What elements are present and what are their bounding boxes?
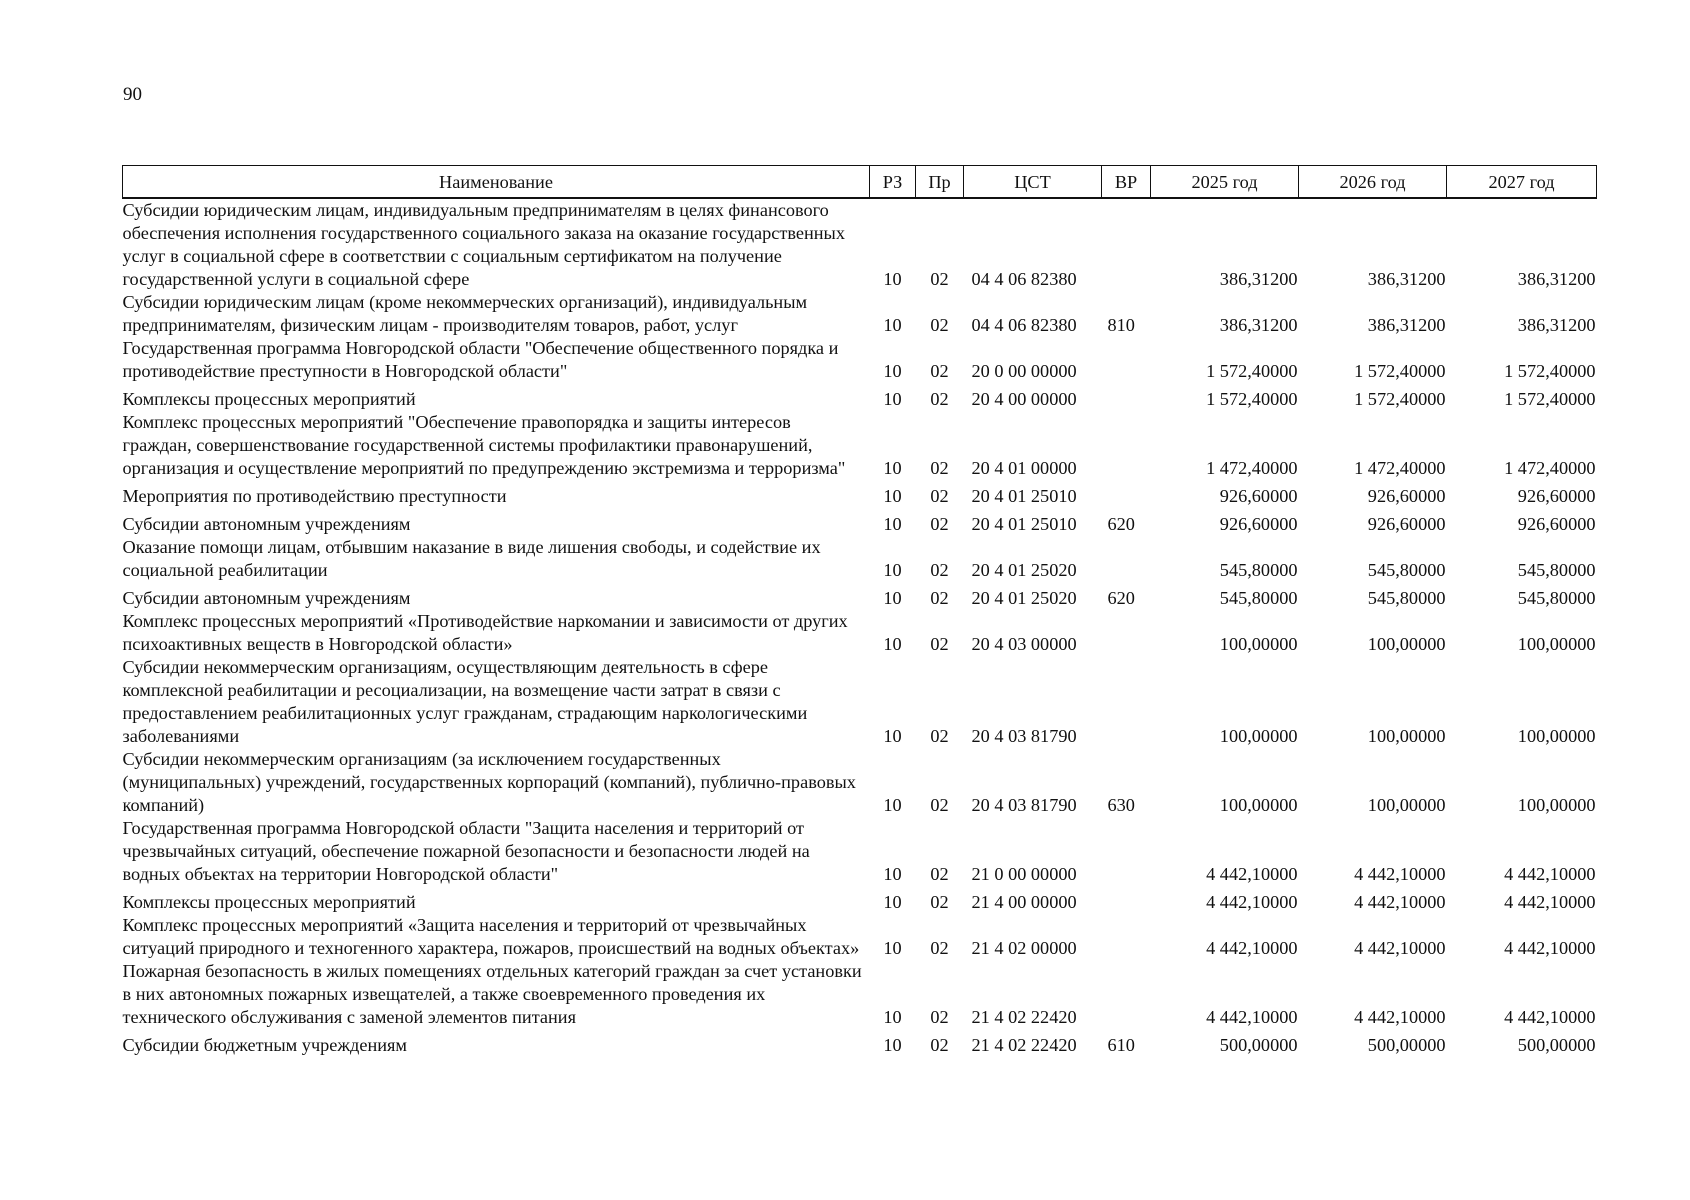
cell-rz: 10	[883, 588, 902, 608]
cell-vr: 620	[1107, 588, 1135, 608]
cell-rz: 10	[883, 514, 902, 534]
cell-y2026: 100,00000	[1367, 634, 1446, 654]
cell-name: Субсидии некоммерческим организациям (за исключением государственных (муниципальных) учреждений, государственных корпораций (компаний), публично-правовых компаний)	[122, 749, 856, 815]
cell-name: Комплексы процессных мероприятий	[122, 892, 416, 912]
cell-vr: 810	[1107, 315, 1135, 335]
cell-rz: 10	[883, 315, 902, 335]
cell-vr	[1102, 411, 1151, 480]
cell-rz: 10	[883, 795, 902, 815]
cell-y2025: 1 472,40000	[1206, 458, 1298, 478]
cell-y2027: 1 572,40000	[1504, 361, 1596, 381]
cell-name: Субсидии бюджетным учреждениям	[122, 1035, 407, 1055]
cell-pr: 02	[930, 486, 949, 506]
cell-rz: 10	[883, 726, 902, 746]
cell-cst: 20 4 01 25020	[971, 588, 1077, 608]
cell-cst: 21 4 02 22420	[971, 1007, 1077, 1027]
cell-name: Субсидии автономным учреждениям	[122, 588, 411, 608]
table-body	[123, 198, 1597, 1057]
cell-pr: 02	[930, 864, 949, 884]
table-row	[123, 960, 1597, 1029]
cell-vr: 630	[1107, 795, 1135, 815]
cell-y2025: 4 442,10000	[1206, 864, 1298, 884]
cell-vr	[1102, 198, 1151, 291]
table-row	[123, 480, 1597, 508]
table-row	[123, 198, 1597, 291]
cell-pr: 02	[930, 588, 949, 608]
cell-pr: 02	[930, 389, 949, 409]
cell-rz: 10	[883, 938, 902, 958]
table-row	[123, 383, 1597, 411]
cell-vr	[1102, 480, 1151, 508]
cell-y2027: 545,80000	[1517, 588, 1596, 608]
cell-cst: 20 4 03 00000	[971, 634, 1077, 654]
table-row	[123, 817, 1597, 886]
cell-name: Комплекс процессных мероприятий «Защита населения и территорий от чрезвычайных ситуаций природного и техногенного характера, пожаров, происшествий на водных объектах»	[122, 915, 860, 958]
cell-cst: 20 4 01 25010	[971, 486, 1077, 506]
table-row	[123, 291, 1597, 337]
cell-vr: 620	[1107, 514, 1135, 534]
cell-name: Комплексы процессных мероприятий	[122, 389, 416, 409]
cell-y2026: 4 442,10000	[1354, 938, 1446, 958]
cell-y2025: 100,00000	[1219, 726, 1298, 746]
cell-y2026: 926,60000	[1367, 514, 1446, 534]
table-row	[123, 536, 1597, 582]
cell-y2025: 4 442,10000	[1206, 892, 1298, 912]
cell-name: Субсидии юридическим лицам, индивидуальным предпринимателям в целях финансового обеспечения исполнения государственного социального заказа на оказание государственных услуг в социальной сфере в соответствии с социальным сертификатом на получение государственной услуги в социальной сфере	[122, 200, 845, 289]
cell-cst: 21 4 02 00000	[971, 938, 1077, 958]
cell-y2027: 4 442,10000	[1504, 1007, 1596, 1027]
cell-vr	[1102, 960, 1151, 1029]
table-row	[123, 748, 1597, 817]
cell-pr: 02	[930, 1035, 949, 1055]
cell-cst: 20 0 00 00000	[971, 361, 1077, 381]
cell-cst: 04 4 06 82380	[971, 269, 1077, 289]
table-row	[123, 582, 1597, 610]
cell-name: Комплекс процессных мероприятий "Обеспечение правопорядка и защиты интересов граждан, совершенствование государственной системы профилактики правонарушений, организация и осуществление мероприятий по предупреждению экстремизма и терроризма"	[122, 412, 846, 478]
cell-y2025: 500,00000	[1219, 1035, 1298, 1055]
page-number: 90	[123, 84, 142, 105]
cell-y2026: 100,00000	[1367, 795, 1446, 815]
cell-y2027: 4 442,10000	[1504, 864, 1596, 884]
cell-pr: 02	[930, 938, 949, 958]
table-row	[123, 610, 1597, 656]
cell-name: Оказание помощи лицам, отбывшим наказание в виде лишения свободы, и содействие их социальной реабилитации	[122, 537, 821, 580]
header-2026: 2026 год	[1299, 166, 1447, 199]
cell-y2025: 4 442,10000	[1206, 1007, 1298, 1027]
cell-pr: 02	[930, 269, 949, 289]
table-row	[123, 337, 1597, 383]
cell-y2026: 545,80000	[1367, 560, 1446, 580]
cell-y2027: 926,60000	[1517, 486, 1596, 506]
cell-cst: 20 4 00 00000	[971, 389, 1077, 409]
cell-y2027: 500,00000	[1517, 1035, 1596, 1055]
cell-cst: 20 4 01 25020	[971, 560, 1077, 580]
cell-cst: 21 4 00 00000	[971, 892, 1077, 912]
table-row	[123, 411, 1597, 480]
cell-name: Субсидии некоммерческим организациям, осуществляющим деятельность в сфере комплексной реабилитации и ресоциализации, на возмещение части затрат в связи с предоставлением реабилитационных услуг гражданам, страдающим наркологическими заболеваниями	[122, 657, 808, 746]
header-2027: 2027 год	[1447, 166, 1597, 199]
cell-y2027: 100,00000	[1517, 795, 1596, 815]
cell-y2025: 386,31200	[1219, 269, 1298, 289]
budget-table	[122, 165, 1597, 1057]
cell-rz: 10	[883, 634, 902, 654]
cell-y2026: 1 572,40000	[1354, 361, 1446, 381]
cell-y2025: 926,60000	[1219, 486, 1298, 506]
cell-y2025: 545,80000	[1219, 560, 1298, 580]
cell-pr: 02	[930, 315, 949, 335]
cell-rz: 10	[883, 486, 902, 506]
cell-rz: 10	[883, 892, 902, 912]
cell-cst: 21 0 00 00000	[971, 864, 1077, 884]
header-2025: 2025 год	[1151, 166, 1299, 199]
cell-name: Субсидии юридическим лицам (кроме некоммерческих организаций), индивидуальным предпринимателям, физическим лицам - производителям товаров, работ, услуг	[122, 292, 808, 335]
cell-y2027: 100,00000	[1517, 634, 1596, 654]
cell-y2025: 386,31200	[1219, 315, 1298, 335]
table-row	[123, 1029, 1597, 1057]
cell-pr: 02	[930, 560, 949, 580]
cell-rz: 10	[883, 1007, 902, 1027]
cell-y2027: 926,60000	[1517, 514, 1596, 534]
cell-rz: 10	[883, 458, 902, 478]
cell-rz: 10	[883, 1035, 902, 1055]
cell-name: Комплекс процессных мероприятий «Противодействие наркомании и зависимости от других психоактивных веществ в Новгородской области»	[122, 611, 848, 654]
cell-cst: 20 4 01 25010	[971, 514, 1077, 534]
cell-y2026: 386,31200	[1367, 315, 1446, 335]
cell-rz: 10	[883, 269, 902, 289]
table-row	[123, 508, 1597, 536]
cell-y2025: 1 572,40000	[1206, 361, 1298, 381]
cell-y2026: 386,31200	[1367, 269, 1446, 289]
table-row	[123, 886, 1597, 914]
cell-rz: 10	[883, 864, 902, 884]
cell-rz: 10	[883, 389, 902, 409]
header-vr: ВР	[1102, 166, 1151, 199]
cell-y2025: 926,60000	[1219, 514, 1298, 534]
cell-pr: 02	[930, 361, 949, 381]
cell-pr: 02	[930, 795, 949, 815]
cell-y2027: 4 442,10000	[1504, 892, 1596, 912]
cell-pr: 02	[930, 458, 949, 478]
cell-y2027: 545,80000	[1517, 560, 1596, 580]
cell-vr	[1102, 817, 1151, 886]
cell-y2027: 1 472,40000	[1504, 458, 1596, 478]
cell-name: Мероприятия по противодействию преступности	[122, 486, 507, 506]
cell-y2025: 4 442,10000	[1206, 938, 1298, 958]
cell-pr: 02	[930, 892, 949, 912]
cell-vr	[1102, 337, 1151, 383]
cell-name: Субсидии автономным учреждениям	[122, 514, 411, 534]
cell-cst: 04 4 06 82380	[971, 315, 1077, 335]
cell-cst: 21 4 02 22420	[971, 1035, 1077, 1055]
cell-y2027: 386,31200	[1517, 269, 1596, 289]
cell-vr	[1102, 914, 1151, 960]
cell-y2026: 926,60000	[1367, 486, 1446, 506]
header-name: Наименование	[123, 166, 870, 199]
cell-rz: 10	[883, 560, 902, 580]
table-header-row	[123, 166, 1597, 199]
cell-y2027: 386,31200	[1517, 315, 1596, 335]
table-row	[123, 914, 1597, 960]
cell-name: Государственная программа Новгородской области "Защита населения и территорий от чрезвычайных ситуаций, обеспечение пожарной безопасности и безопасности людей на водных объектах на территории Новгородской области"	[122, 818, 810, 884]
cell-pr: 02	[930, 634, 949, 654]
cell-y2027: 4 442,10000	[1504, 938, 1596, 958]
cell-y2027: 1 572,40000	[1504, 389, 1596, 409]
cell-vr	[1102, 536, 1151, 582]
cell-cst: 20 4 03 81790	[971, 795, 1077, 815]
cell-y2026: 4 442,10000	[1354, 1007, 1446, 1027]
cell-cst: 20 4 01 00000	[971, 458, 1077, 478]
cell-y2026: 4 442,10000	[1354, 864, 1446, 884]
header-rz: РЗ	[870, 166, 916, 199]
cell-y2027: 100,00000	[1517, 726, 1596, 746]
cell-y2025: 1 572,40000	[1206, 389, 1298, 409]
header-pr: Пр	[916, 166, 964, 199]
cell-pr: 02	[930, 726, 949, 746]
cell-y2026: 4 442,10000	[1354, 892, 1446, 912]
header-cst: ЦСТ	[964, 166, 1102, 199]
cell-vr	[1102, 656, 1151, 748]
cell-y2026: 1 572,40000	[1354, 389, 1446, 409]
cell-y2025: 100,00000	[1219, 634, 1298, 654]
cell-pr: 02	[930, 514, 949, 534]
cell-name: Государственная программа Новгородской области "Обеспечение общественного порядка и противодействие преступности в Новгородской области"	[122, 338, 839, 381]
cell-vr	[1102, 383, 1151, 411]
cell-name: Пожарная безопасность в жилых помещениях отдельных категорий граждан за счет установки в них автономных пожарных извещателей, а также своевременного проведения их технического обслуживания с заменой элементов питания	[122, 961, 862, 1027]
cell-y2025: 545,80000	[1219, 588, 1298, 608]
cell-rz: 10	[883, 361, 902, 381]
cell-vr	[1102, 886, 1151, 914]
cell-y2026: 545,80000	[1367, 588, 1446, 608]
table-row	[123, 656, 1597, 748]
cell-vr	[1102, 610, 1151, 656]
cell-y2026: 500,00000	[1367, 1035, 1446, 1055]
cell-cst: 20 4 03 81790	[971, 726, 1077, 746]
cell-y2026: 100,00000	[1367, 726, 1446, 746]
cell-vr: 610	[1107, 1035, 1135, 1055]
cell-y2025: 100,00000	[1219, 795, 1298, 815]
cell-y2026: 1 472,40000	[1354, 458, 1446, 478]
cell-pr: 02	[930, 1007, 949, 1027]
